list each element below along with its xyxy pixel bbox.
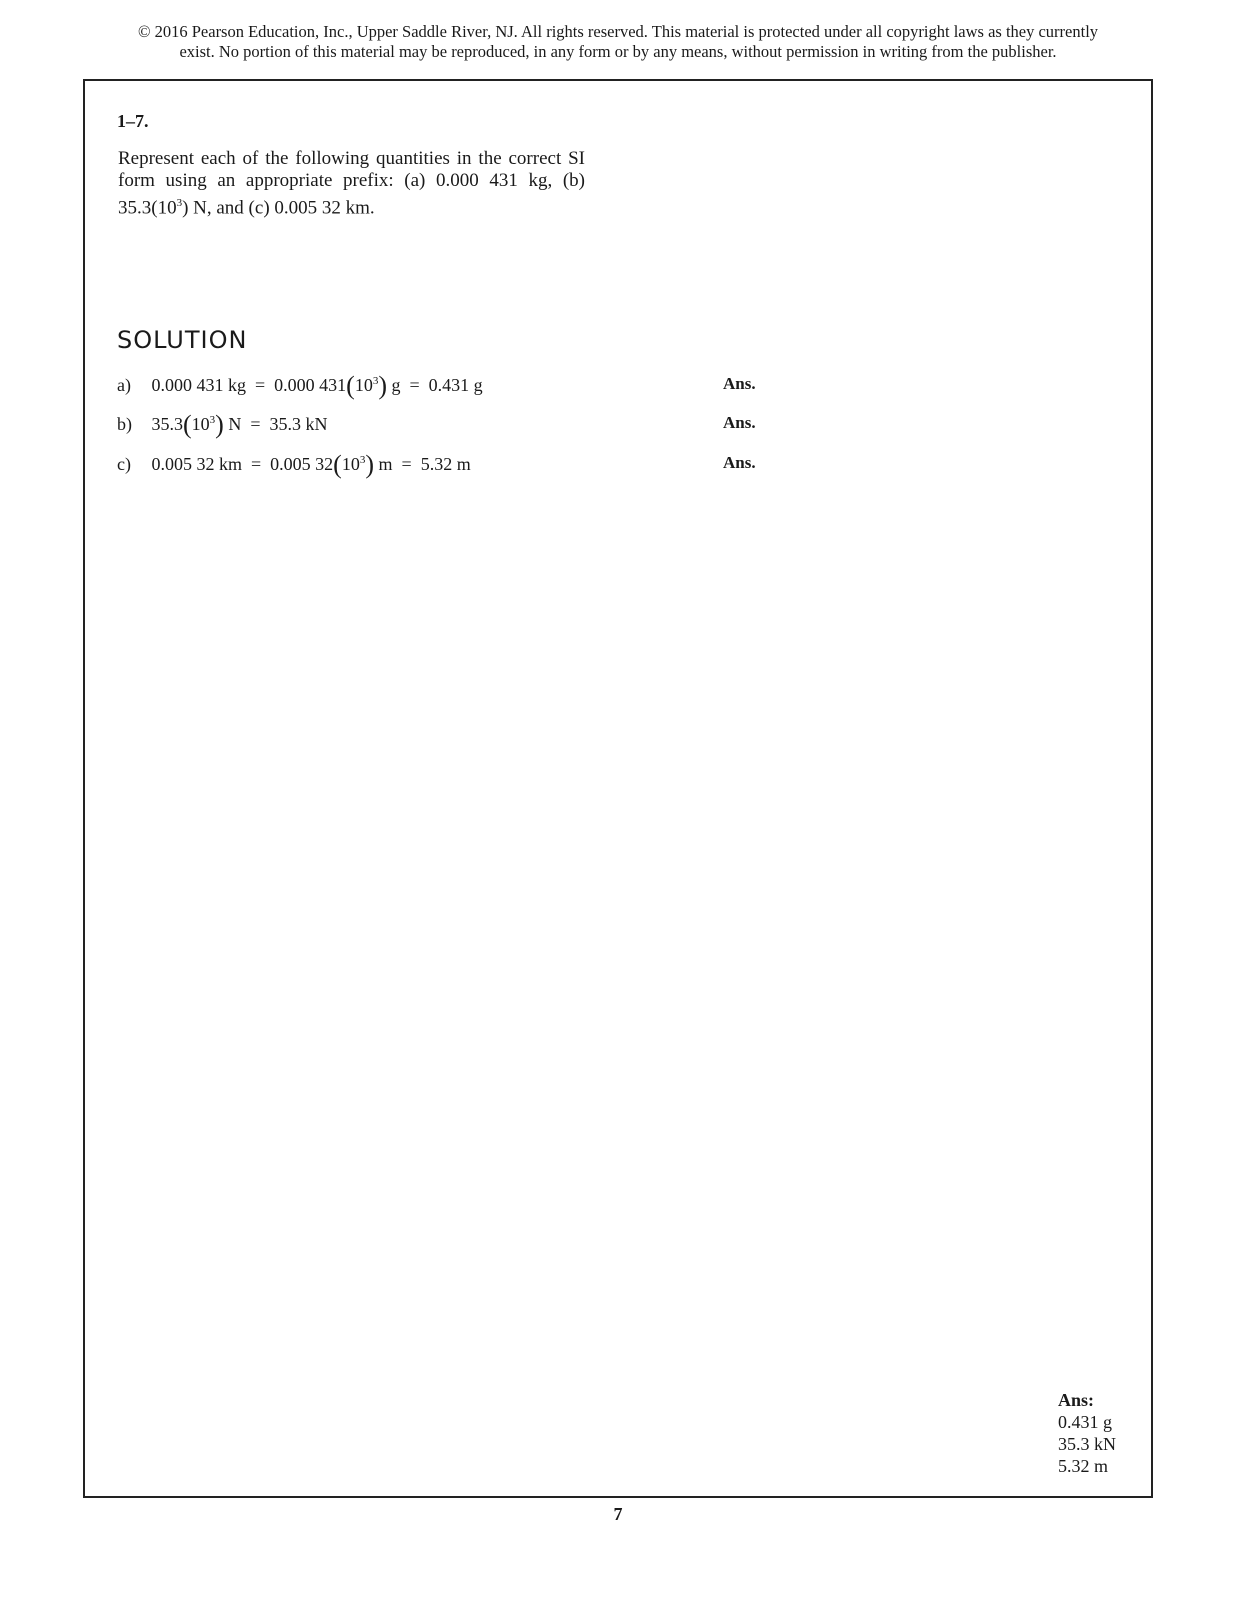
equals-sign: = — [397, 454, 417, 474]
problem-statement — [118, 148, 585, 219]
line-tag: c) — [117, 454, 131, 474]
line-mid-unit: N — [223, 414, 242, 434]
line-tag: a) — [117, 375, 131, 395]
problem-number: 1–7. — [117, 111, 149, 131]
statement-exponent: 3 — [176, 197, 183, 209]
line-mid-unit: m — [374, 454, 393, 474]
statement-text-pre: Represent each of the following quantities in the correct SI form using an appropriate prefix: (a) 0.000 431 kg, (b) 35.3(10 — [118, 148, 585, 219]
line-tag: b) — [117, 414, 132, 434]
copyright-line-2: exist. No portion of this material may be reproduced, in any form or by any means, without permission in writing from the publisher. — [179, 42, 1057, 61]
close-paren: ) — [365, 450, 375, 479]
line-mid-coefficient: 0.000 431 — [274, 375, 347, 395]
ans-label-c: Ans. — [723, 453, 756, 472]
power-base: 10 — [354, 375, 373, 395]
equals-sign: = — [250, 375, 270, 395]
close-paren: ) — [378, 371, 387, 400]
line-mid-coefficient: 0.005 32 — [270, 454, 334, 474]
answer-summary — [1058, 1389, 1116, 1477]
answer-summary-header: Ans: — [1058, 1390, 1095, 1410]
equals-sign: = — [405, 375, 425, 395]
power-exponent: 3 — [359, 454, 366, 466]
copyright-notice — [0, 22, 1236, 62]
answer-summary-value: 5.32 m — [1058, 1456, 1109, 1476]
copyright-line-1: © 2016 Pearson Education, Inc., Upper Saddle River, NJ. All rights reserved. This material is protected under all copyright laws as they currently — [137, 22, 1099, 41]
ans-label-b: Ans. — [723, 413, 756, 432]
line-mid-unit: g — [387, 375, 401, 395]
open-paren: ( — [183, 410, 192, 439]
solution-line-b — [117, 410, 328, 440]
ans-label-a: Ans. — [723, 374, 756, 393]
solution-line-a — [117, 371, 483, 401]
line-rhs: 5.32 m — [420, 454, 471, 474]
open-paren: ( — [346, 371, 355, 400]
page-number: 7 — [613, 1504, 623, 1524]
line-rhs: 35.3 kN — [269, 414, 328, 434]
open-paren: ( — [333, 450, 342, 479]
statement-text-post: ) N, and (c) 0.005 32 km. — [182, 197, 375, 219]
solution-line-c — [117, 450, 471, 480]
line-lhs: 0.005 32 km — [151, 454, 243, 474]
power-exponent: 3 — [209, 414, 216, 426]
solution-frame — [83, 79, 1153, 1498]
answer-summary-value: 0.431 g — [1058, 1412, 1112, 1432]
line-rhs: 0.431 g — [428, 375, 483, 395]
equals-sign: = — [245, 414, 265, 434]
equals-sign: = — [246, 454, 266, 474]
close-paren: ) — [215, 410, 224, 439]
power-base: 10 — [191, 414, 210, 434]
line-lhs: 0.000 431 kg — [151, 375, 246, 395]
answer-summary-value: 35.3 kN — [1058, 1434, 1116, 1454]
line-mid-coefficient: 35.3 — [151, 414, 183, 434]
power-base: 10 — [341, 454, 360, 474]
solution-heading: SOLUTION — [117, 326, 248, 354]
power-exponent: 3 — [372, 375, 379, 387]
